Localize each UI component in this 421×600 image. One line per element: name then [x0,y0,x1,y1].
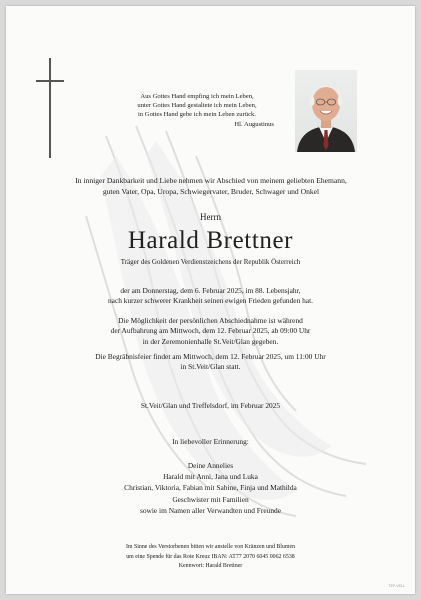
mourner-line: sowie im Namen aller Verwandten und Freunde [139,505,282,515]
viewing-line: der Aufbahrung am Mittwoch, dem 12. Februar 2025, ab 09:00 Uhr [110,326,311,336]
poem-line: Aus Gottes Hand empfing ich mein Leben, [140,93,254,100]
deceased-name: Harald Brettner [127,227,294,254]
intro-line: guten Vater, Opa, Uropa, Schwiegervater, Bruder, Schwager und Onkel [102,187,320,196]
intro-line: In inniger Dankbarkeit und Liebe nehmen wir Abschied von meinem geliebten Ehemann, [75,176,347,185]
poem-line: in Gottes Hand gebe ich mein Leben zurück. [138,111,256,119]
funeral-notice [6,352,415,373]
mourner-line: Harald mit Anni, Jana und Luka [163,472,258,482]
donation-line: Im Sinne des Verstorbenen bitten wir anstelle von Kränzen und Blumen [125,544,296,550]
honor-line: Träger des Goldenen Verdienstzeichens der Republik Österreich [120,258,301,266]
intro-text [36,175,386,197]
print-code: TZP-VELL [388,584,405,588]
memory-title: In liebevoller Erinnerung: [172,437,249,446]
mourners-list [6,460,415,516]
poem [112,92,282,129]
funeral-line: Die Begräbnisfeier findet am Mittwoch, dem 12. Februar 2025, um 11:00 Uhr [95,352,326,361]
viewing-line: in der Zeremonienhalle St.Veit/Glan gegeben. [142,336,279,346]
death-line: nach kurzer schwerer Krankheit seinen ewigen Frieden gefunden hat. [107,296,313,306]
donation-note [6,543,415,572]
death-notice [6,286,415,307]
viewing-notice [6,316,415,347]
funeral-line: in St.Veit/Glan statt. [180,362,241,372]
viewing-line: Die Möglichkeit der persönlichen Abschiednahme ist während [118,316,303,325]
cross-icon [36,58,66,158]
portrait-photo [295,70,357,152]
poem-author: Hl. Augustinus [234,120,274,128]
donation-line: Kennwort: Harald Brettner [178,563,243,570]
salutation: Herrn [200,212,221,222]
mourner-line: Deine Annelies [187,461,234,470]
mourner-line: Geschwister mit Familien [172,494,249,504]
mourner-line: Christian, Viktoria, Fabian mit Sabine, Finja und Mathilda [124,483,297,493]
obituary-card [6,6,415,594]
place-date: St.Veit/Glan und Treffelsdorf, im Februar 2025 [140,401,281,410]
poem-line: unter Gottes Hand gestaltete ich mein Leben, [137,102,257,110]
death-line: der am Donnerstag, dem 6. Februar 2025, im 88. Lebensjahr, [120,286,301,295]
donation-line: um eine Spende für das Rote Kreuz IBAN: AT77 2070 6045 0062 6538 [126,553,295,560]
